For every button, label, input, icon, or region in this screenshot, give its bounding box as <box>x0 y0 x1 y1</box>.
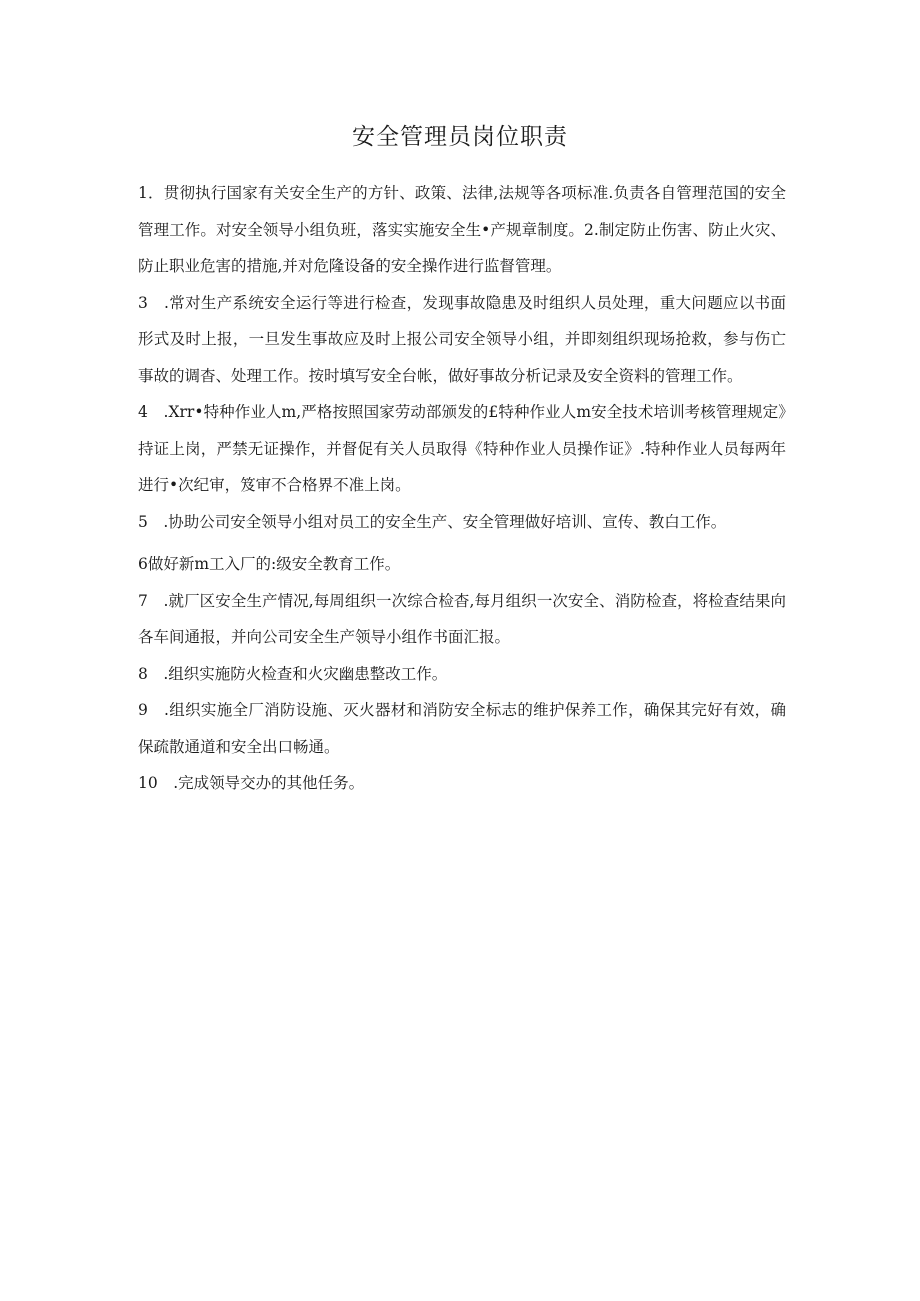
paragraph-9: 9 .组织实施全厂消防设施、灭火器材和消防安全标志的维护保养工作，确保其完好有效，确保疏散通道和安全出口畅通。 <box>138 701 786 756</box>
paragraph-8: 8 .组织实施防火检查和火灾幽患整改工作。 <box>138 664 448 683</box>
document-body <box>138 175 786 802</box>
paragraph-6: 6做好新m工入厂的:级安全教育工作。 <box>138 555 401 573</box>
document-title: 安全管理员岗位职责 <box>352 124 568 150</box>
paragraph-10: 10 .完成领导交办的其他任务。 <box>138 774 365 792</box>
paragraph-5: 5 .协助公司安全领导小组对员工的安全生产、安全管理做好培训、宣传、教白工作。 <box>138 512 727 531</box>
paragraph-3: 3 .常对生产系统安全运行等进行检查，发现事故隐患及时组织人员处理，重大问题应以书面形式及时上报，一旦发生事故应及时上报公司安全领导小组，并即刻组织现场抢救，参与伤亡事故的调杳、处理工作。按时填写安全台帐，做好事故分析记录及安全资料的管理工作。 <box>138 293 786 385</box>
paragraph-4: 4 .Xrr•特种作业人m,严格按照国家劳动部颁发的£特种作业人m安全技术培训考核管理规定》持证上岗，严禁无证操作，并督促有关人员取得《特种作业人员操作证》.特种作业人员每两年进行•次纪审，笈审不合格界不准上岗。 <box>138 403 786 494</box>
paragraph-1: 1．贯彻执行国家有关安全生产的方针、政策、法律,法规等各项标准.负责各自管理范国的安全管理工作。对安全领导小组负班，落实实施安全生•产规章制度。2.制定防止伤害、防止火灾、防止职业危害的措施,并对危隆设备的安全操作进行监督管理。 <box>138 184 786 275</box>
paragraph-7: 7 .就厂区安全生产情况,每周组织一次综合检杳,每月组织一次安全、消防检查，将检查结果向各车间通报，并向公司安全生产领导小组作书面汇报。 <box>138 591 786 646</box>
